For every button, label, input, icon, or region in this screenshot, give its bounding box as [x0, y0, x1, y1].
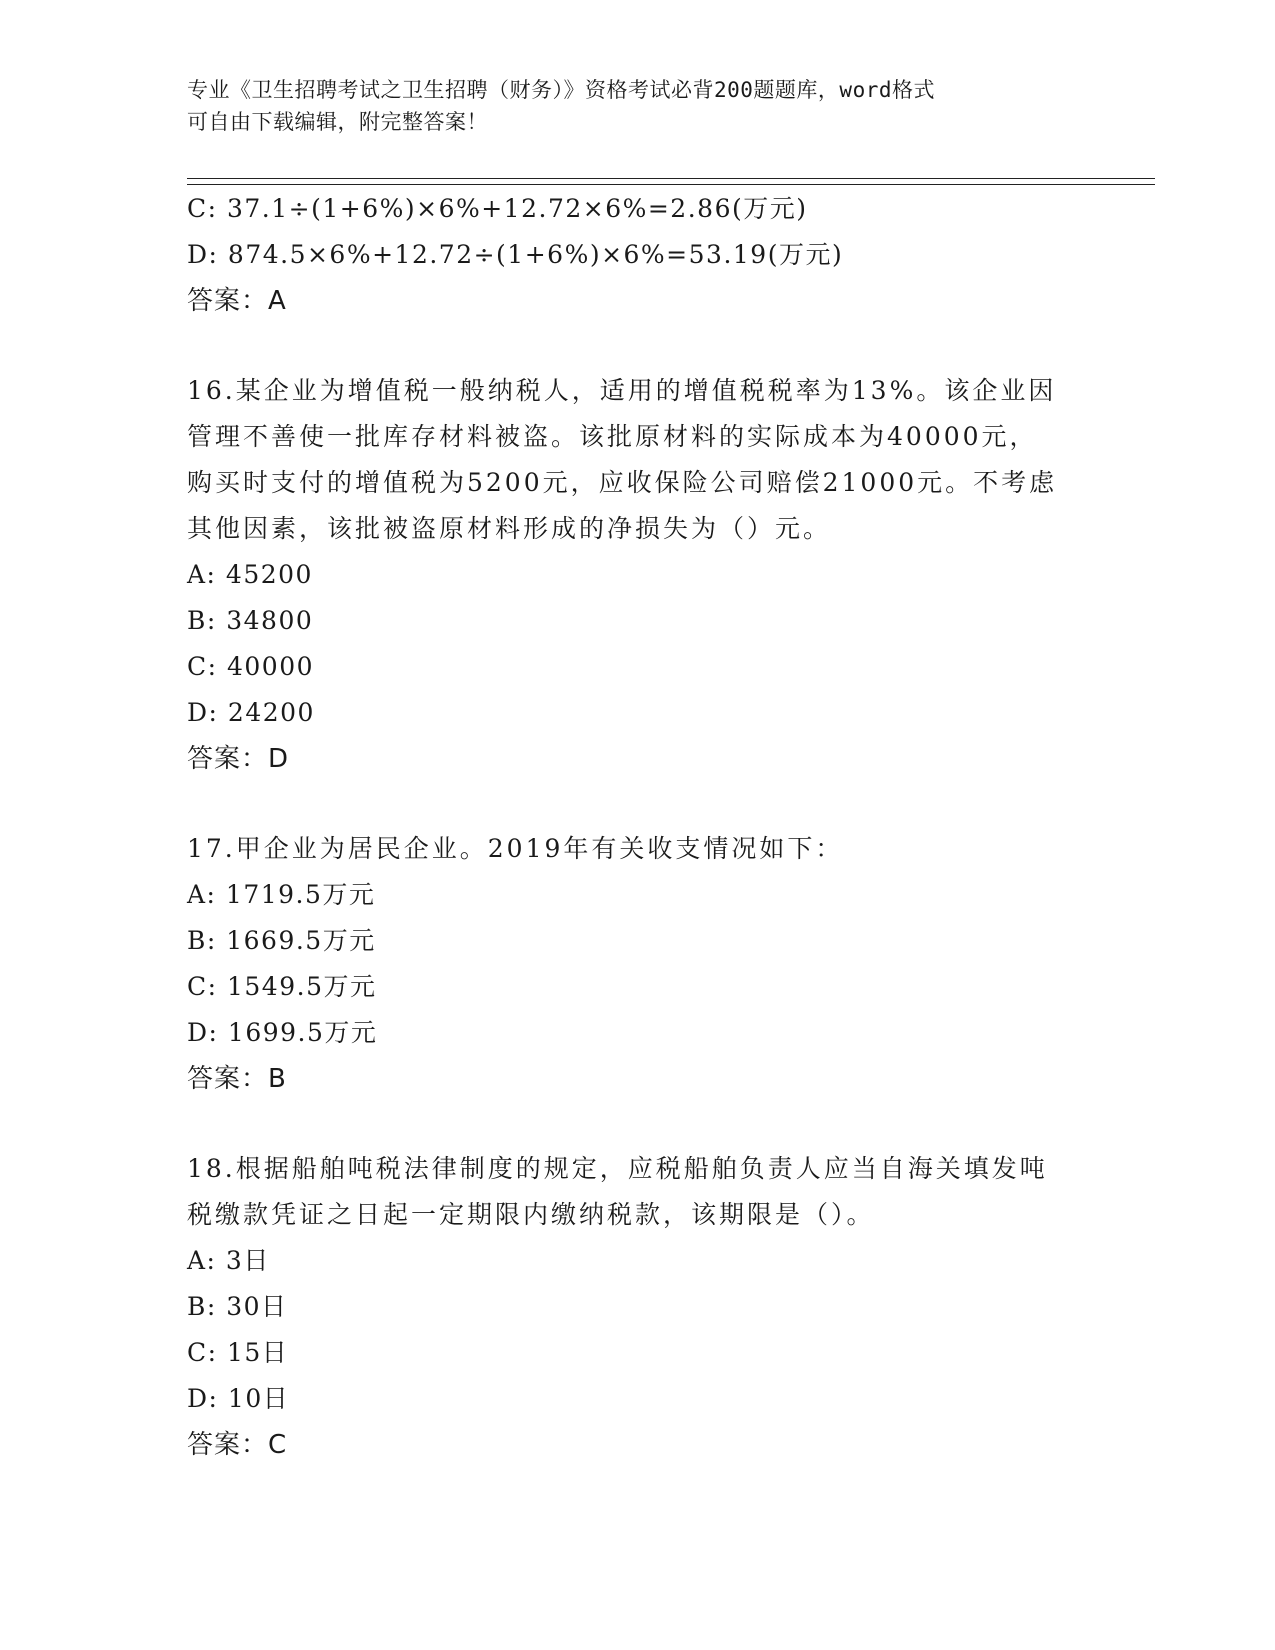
- option-a: A: 3日: [187, 1246, 270, 1275]
- option-c: C: 1549.5万元: [187, 972, 377, 1001]
- option-d: D: 24200: [187, 698, 315, 727]
- spacer: [187, 782, 1087, 826]
- stem-line: 购买时支付的增值税为5200元，应收保险公司赔偿21000元。不考虑: [187, 468, 1058, 497]
- option-d: D: 874.5×6%+12.72÷(1+6%)×6%=53.19(万元): [187, 240, 844, 269]
- option-c: C: 37.1÷(1+6%)×6%+12.72×6%=2.86(万元): [187, 194, 808, 223]
- header-line-1: 专业《卫生招聘考试之卫生招聘（财务）》资格考试必背200题题库，word格式: [187, 78, 935, 102]
- spacer: [187, 324, 1087, 368]
- option-a: A: 1719.5万元: [187, 880, 376, 909]
- answer-line: 答案：B: [187, 1064, 287, 1094]
- question-stem: [187, 826, 1087, 872]
- header-divider-bottom: [187, 184, 1155, 185]
- spacer: [187, 1102, 1087, 1146]
- question-stem: [187, 1146, 1087, 1238]
- stem-line: 管理不善使一批库存材料被盗。该批原材料的实际成本为40000元，: [187, 422, 1038, 451]
- stem-line: 其他因素，该批被盗原材料形成的净损失为（）元。: [187, 514, 832, 543]
- stem-line: 17.甲企业为居民企业。2019年有关收支情况如下：: [187, 834, 844, 863]
- page-header: [187, 74, 1087, 138]
- option-b: B: 34800: [187, 606, 314, 635]
- question-stem: [187, 368, 1087, 552]
- option-d: D: 1699.5万元: [187, 1018, 378, 1047]
- header-divider-top: [187, 178, 1155, 179]
- option-c: C: 15日: [187, 1338, 289, 1367]
- option-b: B: 30日: [187, 1292, 288, 1321]
- option-d: D: 10日: [187, 1384, 290, 1413]
- answer-line: 答案：A: [187, 286, 287, 316]
- question-15-tail: [187, 186, 1087, 324]
- question-content: [187, 186, 1087, 1468]
- header-line-2: 可自由下载编辑，附完整答案！: [187, 110, 488, 134]
- stem-line: 税缴款凭证之日起一定期限内缴纳税款，该期限是（）。: [187, 1200, 875, 1229]
- question-18: [187, 1146, 1087, 1468]
- answer-line: 答案：C: [187, 1430, 288, 1460]
- option-b: B: 1669.5万元: [187, 926, 376, 955]
- option-c: C: 40000: [187, 652, 315, 681]
- option-a: A: 45200: [187, 560, 313, 589]
- answer-line: 答案：D: [187, 744, 290, 774]
- question-16: [187, 368, 1087, 782]
- stem-line: 16.某企业为增值税一般纳税人，适用的增值税税率为13%。该企业因: [187, 376, 1057, 405]
- stem-line: 18.根据船舶吨税法律制度的规定，应税船舶负责人应当自海关填发吨: [187, 1154, 1048, 1183]
- question-17: [187, 826, 1087, 1102]
